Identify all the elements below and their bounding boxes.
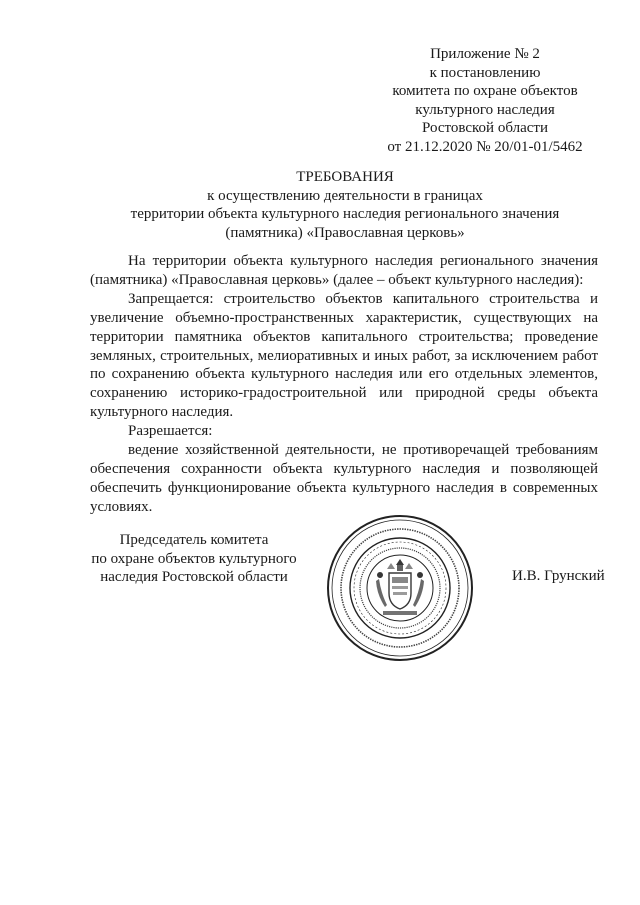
- title-heading: ТРЕБОВАНИЯ: [296, 169, 394, 185]
- prohibited-text: строительство объектов капитального строительства и увеличение объемно-пространственных характеристик, существующих на территории памятника объектов капитального строительства; проведение земляных, строительных, мелиоративных и иных работ, за исключением работ по сохранению объекта культурного наследия или его отдельных элементов, сохранению историко-градостроительной или природной среды объекта культурного наследия.: [90, 290, 599, 421]
- document-body: [90, 252, 598, 517]
- appendix-line: культурного наследия: [415, 101, 555, 118]
- appendix-line: Ростовской области: [422, 120, 548, 137]
- prohibited-label: Запрещается:: [128, 290, 214, 307]
- appendix-line: к постановлению: [429, 64, 541, 81]
- prohibited-paragraph: [90, 290, 598, 422]
- appendix-number: Приложение № 2: [430, 46, 540, 62]
- title-line: территории объекта культурного наследия регионального значения: [130, 206, 560, 223]
- appendix-header: [372, 45, 598, 157]
- appendix-line: комитета по охране объектов: [392, 83, 578, 100]
- signer-name: И.В. Грунский: [512, 568, 605, 584]
- position-line: по охране объектов культурного: [91, 550, 297, 567]
- official-seal-emblem-icon: [325, 513, 475, 663]
- position-line: наследия Ростовской области: [100, 569, 288, 586]
- title-line: к осуществлению деятельности в границах: [207, 187, 483, 204]
- intro-paragraph: На территории объекта культурного наследия регионального значения (памятника) «Православная церковь» (далее – объект культурного наследия):: [90, 253, 598, 288]
- allowed-label: Разрешается:: [128, 423, 213, 440]
- position-line: Председатель комитета: [119, 532, 269, 548]
- title-line: (памятника) «Православная церковь»: [225, 224, 465, 241]
- allowed-text: ведение хозяйственной деятельности, не противоречащей требованиям обеспечения сохранности объекта культурного наследия и позволяющей обеспечить функционирование объекта культурного наследия в современных условиях.: [90, 442, 598, 515]
- document-title: [90, 168, 600, 242]
- signature-position: [80, 531, 308, 587]
- appendix-date-number: от 21.12.2020 № 20/01-01/5462: [387, 138, 583, 155]
